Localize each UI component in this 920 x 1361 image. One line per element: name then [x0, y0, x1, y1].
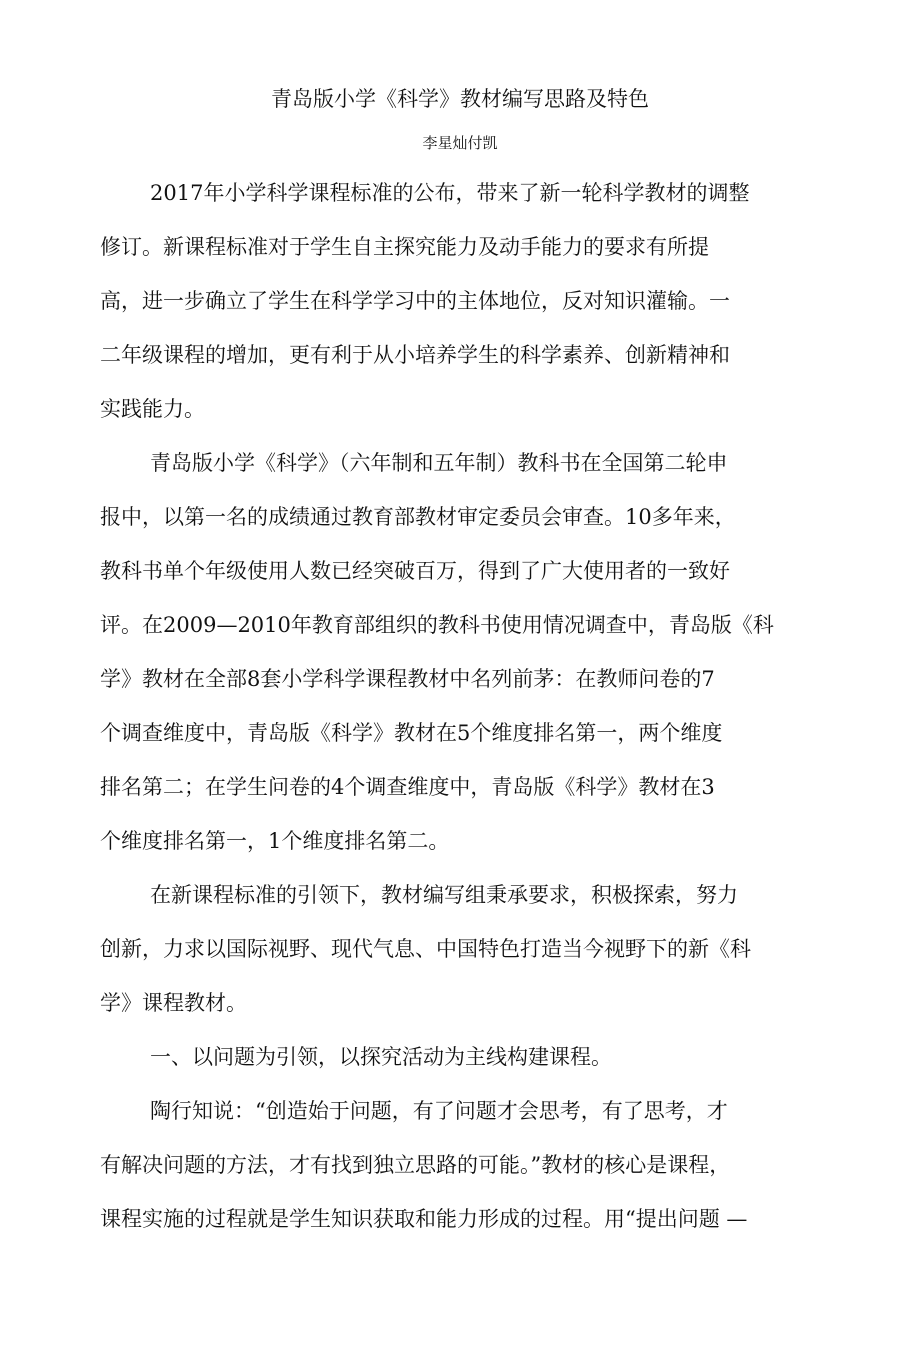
paragraph-line: 二年级课程的增加，更有利于从小培养学生的科学素养、创新精神和 — [100, 343, 730, 367]
paragraph-line: 排名第二；在学生问卷的4个调查维度中，青岛版《科学》教材在3 — [100, 775, 715, 799]
paragraph-line: 青岛版小学《科学》（六年制和五年制）教科书在全国第二轮申 — [150, 451, 728, 475]
paragraph-line: 个调查维度中，青岛版《科学》教材在5个维度排名第一，两个维度 — [100, 721, 723, 745]
document-title: 青岛版小学《科学》教材编写思路及特色 — [271, 87, 649, 111]
section-heading: 一、以问题为引领，以探究活动为主线构建课程。 — [150, 1045, 612, 1069]
paragraph-line: 实践能力。 — [100, 397, 205, 421]
paragraph-line: 报中，以第一名的成绩通过教育部教材审定委员会审查。10多年来， — [100, 505, 736, 529]
paragraph-line: 修订。新课程标准对于学生自主探究能力及动手能力的要求有所提 — [100, 235, 709, 259]
paragraph-line: 评。在2009—2010年教育部组织的教科书使用情况调查中，青岛版《科 — [100, 613, 774, 637]
paragraph-line: 高，进一步确立了学生在科学学习中的主体地位，反对知识灌输。一 — [100, 289, 730, 313]
paragraph-line: 个维度排名第一，1个维度排名第二。 — [100, 829, 450, 853]
paragraph-line: 在新课程标准的引领下，教材编写组秉承要求，积极探索，努力 — [150, 883, 738, 907]
paragraph-line: 学》课程教材。 — [100, 991, 247, 1015]
paragraph-line: 陶行知说：“创造始于问题，有了问题才会思考，有了思考，才 — [150, 1099, 728, 1123]
paragraph-line: 创新，力求以国际视野、现代气息、中国特色打造当今视野下的新《科 — [100, 937, 751, 961]
paragraph-line: 教科书单个年级使用人数已经突破百万，得到了广大使用者的一致好 — [100, 559, 730, 583]
document-author: 李星灿付凯 — [422, 134, 498, 152]
paragraph-line: 课程实施的过程就是学生知识获取和能力形成的过程。用“提出问题 — — [100, 1207, 748, 1231]
paragraph-line: 学》教材在全部8套小学科学课程教材中名列前茅：在教师问卷的7 — [100, 667, 715, 691]
paragraph-line: 2017年小学科学课程标准的公布，带来了新一轮科学教材的调整 — [150, 181, 750, 205]
paragraph-line: 有解决问题的方法，才有找到独立思路的可能。”教材的核心是课程， — [100, 1153, 731, 1177]
